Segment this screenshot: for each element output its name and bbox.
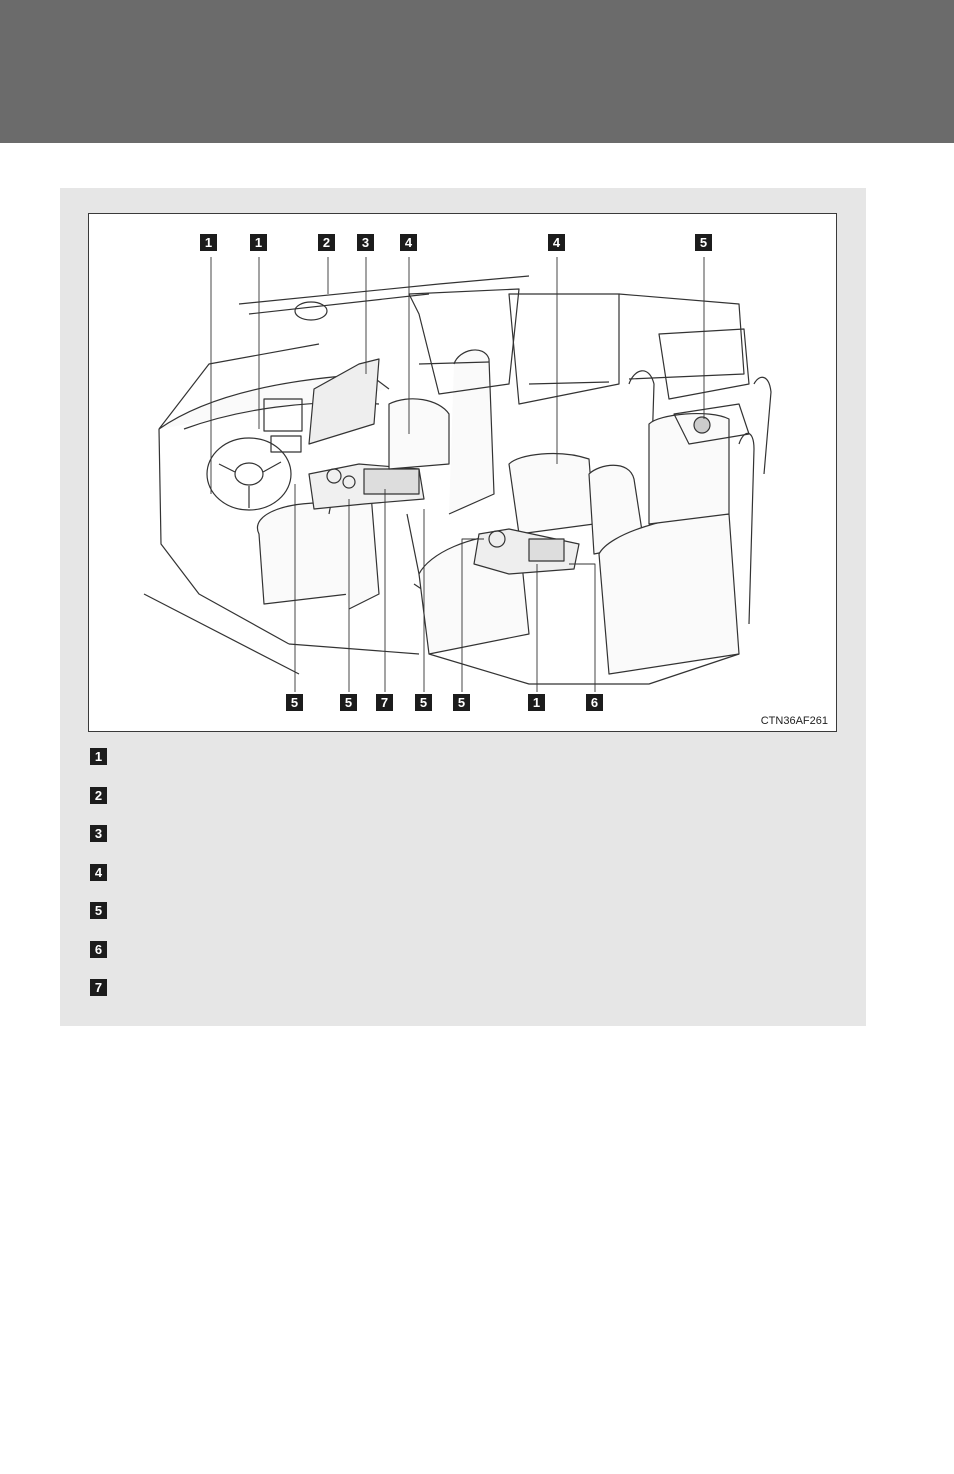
legend-item [90,979,790,996]
legend-number: 4 [90,864,107,881]
callout-4: 4 [548,234,565,251]
legend-number: 7 [90,979,107,996]
callout-1: 1 [250,234,267,251]
callout-4: 4 [400,234,417,251]
legend-number: 3 [90,825,107,842]
legend-number: 2 [90,787,107,804]
callout-5: 5 [340,694,357,711]
legend-number: 6 [90,941,107,958]
callout-1: 1 [200,234,217,251]
legend-number: 5 [90,902,107,919]
vehicle-interior-drawing [89,214,836,731]
legend-item [90,902,790,919]
callout-7: 7 [376,694,393,711]
callout-6: 6 [586,694,603,711]
callout-2: 2 [318,234,335,251]
legend-item [90,748,790,765]
legend-item [90,825,790,842]
legend-item [90,864,790,881]
interior-illustration [88,213,837,732]
callout-3: 3 [357,234,374,251]
legend-item [90,941,790,958]
callout-1: 1 [528,694,545,711]
callout-5: 5 [286,694,303,711]
legend-number: 1 [90,748,107,765]
figure-code: CTN36AF261 [760,715,828,727]
callout-5: 5 [415,694,432,711]
legend-item [90,787,790,804]
callout-5: 5 [695,234,712,251]
callout-5: 5 [453,694,470,711]
chapter-header-band [0,0,954,143]
